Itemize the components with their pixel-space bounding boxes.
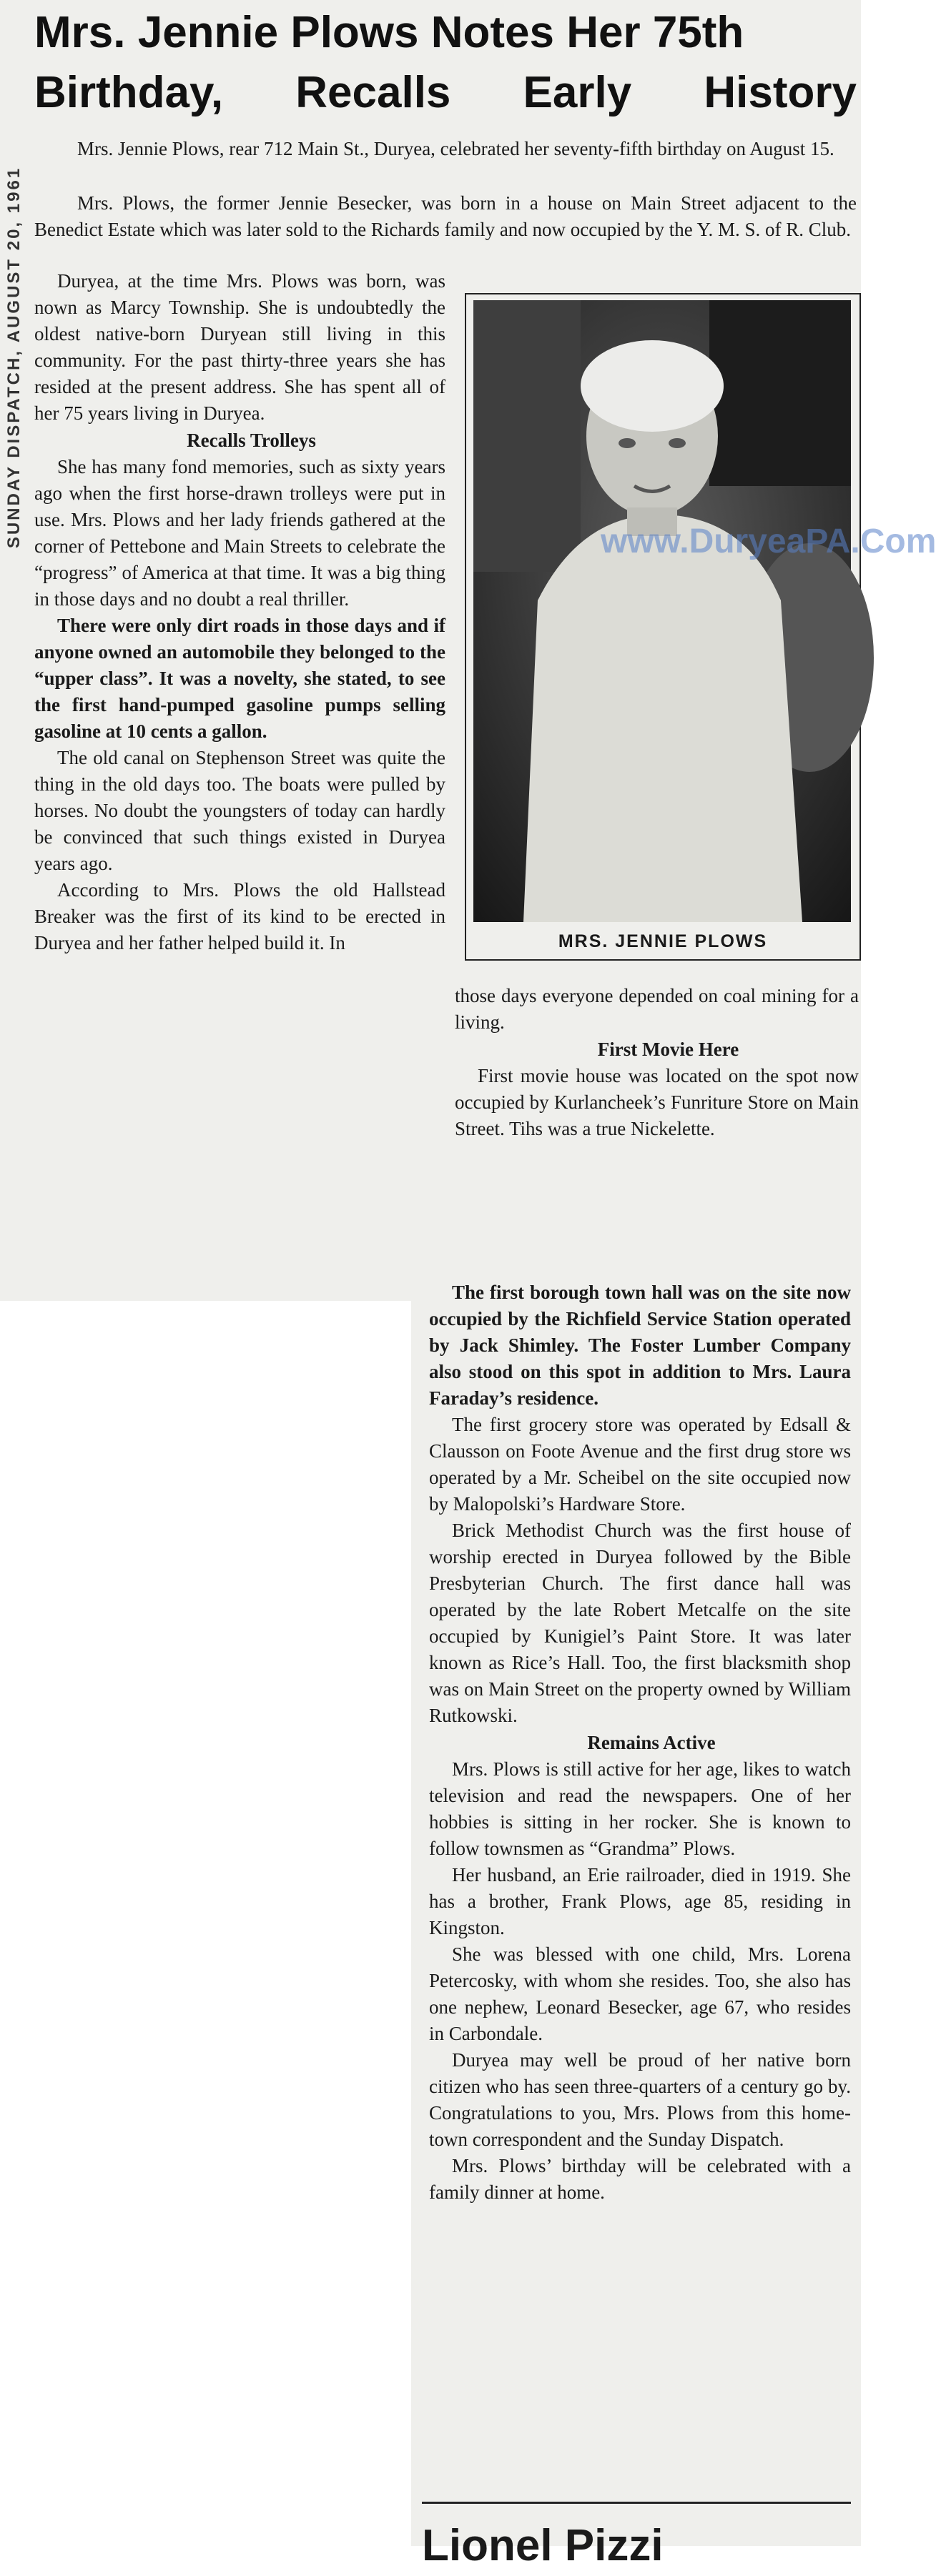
next-article-headline: Lionel Pizzi <box>422 2521 664 2570</box>
photo-caption: MRS. JENNIE PLOWS <box>558 931 768 951</box>
movie-house-paragraph: First movie house was located on the spot now occupied by Kurlancheek’s Funriture Store on Main Street. Tihs was a true Nickelette. <box>455 1065 859 1139</box>
headline-word-birthday: Birthday, <box>34 68 224 117</box>
headline-word-history: History <box>704 68 857 117</box>
dateline-text: SUNDAY DISPATCH, AUGUST 20, 1961 <box>4 166 24 549</box>
headline-word-recalls: Recalls <box>295 68 451 117</box>
bottom-paragraph-7: Duryea may well be proud of her native born citizen who has seen three-quarters of a century go by. Congratulations to you, Mrs. Plows from this home-town correspondent and the Sunday Dispatch. <box>429 2049 851 2150</box>
left-paragraph-1: Duryea, at the time Mrs. Plows was born, was nown as Marcy Township. She is undoubtedly the oldest native-born Duryean still living in this community. For the past thirty-three years she has resided at the present address. She has spent all of her 75 years living in Duryea. <box>34 270 445 424</box>
portrait-photo <box>473 300 851 922</box>
portrait-illustration <box>473 300 851 922</box>
right-column-under-photo <box>455 983 859 1142</box>
portrait-photo-frame <box>465 293 861 961</box>
bottom-paragraph-4: Mrs. Plows is still active for her age, likes to watch television and read the newspapers. One of her hobbies is sitting in her rocker. She is known to follow townsmen as “Grandma” Plows. <box>429 1758 851 1859</box>
headline-word-early: Early <box>523 68 632 117</box>
continued-paragraph: those days everyone depended on coal mining for a living. <box>455 985 859 1033</box>
intro-paragraph-1: Mrs. Jennie Plows, rear 712 Main St., Duryea, celebrated her seventy-fifth birthday on August 15. <box>77 138 834 159</box>
subhead-first-movie: First Movie Here <box>597 1039 739 1060</box>
left-paragraph-5: According to Mrs. Plows the old Hallstead Breaker was the first of its kind to be erected in Duryea and her father helped build it. In <box>34 879 445 953</box>
bottom-column <box>429 1279 851 2206</box>
site-watermark: www.DuryeaPA.Com <box>601 522 936 560</box>
newspaper-dateline-strip <box>0 100 29 615</box>
subhead-remains-active: Remains Active <box>587 1732 716 1753</box>
bottom-paragraph-3: Brick Methodist Church was the first house of worship erected in Duryea followed by the Bible Presbyterian Church. The first dance hall was operated by the late Robert Metcalfe on the site occupied by Kunigiel’s Paint Store. It was later known as Rice’s Hall. Too, the first blacksmith shop was on Main Street on the property owned by William Rutkowski. <box>429 1520 851 1726</box>
left-paragraph-4: The old canal on Stephenson Street was quite the thing in the old days too. The boats were pulled by horses. No doubt the youngsters of today can hardly be convinced that such things existed in Duryea years ago. <box>34 747 445 874</box>
intro-paragraph-2: Mrs. Plows, the former Jennie Besecker, was born in a house on Main Street adjacent to the Benedict Estate which was later sold to the Richards family and now occupied by the Y. M. S. of R. Club. <box>34 192 857 240</box>
left-column <box>34 268 445 956</box>
bottom-paragraph-1: The first borough town hall was on the site now occupied by the Richfield Service Station operated by Jack Shimley. The Foster Lumber Company also stood on this spot in addition to Mrs. Laura Faraday’s residence. <box>429 1282 851 1409</box>
headline-line-2 <box>34 63 857 123</box>
bottom-paragraph-8: Mrs. Plows’ birthday will be celebrated with a family dinner at home. <box>429 2155 851 2203</box>
left-paragraph-3: There were only dirt roads in those days and if anyone owned an automobile they belonged to the “upper class”. It was a novelty, she stated, to see the first hand-pumped gasoline pumps selling gasoline at 10 cents a gallon. <box>34 615 445 742</box>
subhead-recalls-trolleys: Recalls Trolleys <box>187 430 316 451</box>
bottom-paragraph-2: The first grocery store was operated by Edsall & Clausson on Foote Avenue and the first drug store ws operated by a Mr. Scheibel on the site occupied now by Malopolski’s Hardware Store. <box>429 1414 851 1515</box>
left-paragraph-2: She has many fond memories, such as sixty years ago when the first horse-drawn trolleys were put in use. Mrs. Plows and her lady friends gathered at the corner of Pettebone and Main Streets to celebrate the “progress” of America at that time. It was a big thing in those days and no doubt a real thriller. <box>34 456 445 610</box>
article-divider <box>422 2502 851 2504</box>
bottom-paragraph-6: She was blessed with one child, Mrs. Lorena Petercosky, with whom she resides. Too, she also has one nephew, Leonard Besecker, age 67, who resides in Carbondale. <box>429 1943 851 2044</box>
headline-line-1: Mrs. Jennie Plows Notes Her 75th <box>34 8 744 57</box>
article-headline <box>34 3 857 123</box>
bottom-paragraph-5: Her husband, an Erie railroader, died in 1919. She has a brother, Frank Plows, age 85, residing in Kingston. <box>429 1864 851 1938</box>
